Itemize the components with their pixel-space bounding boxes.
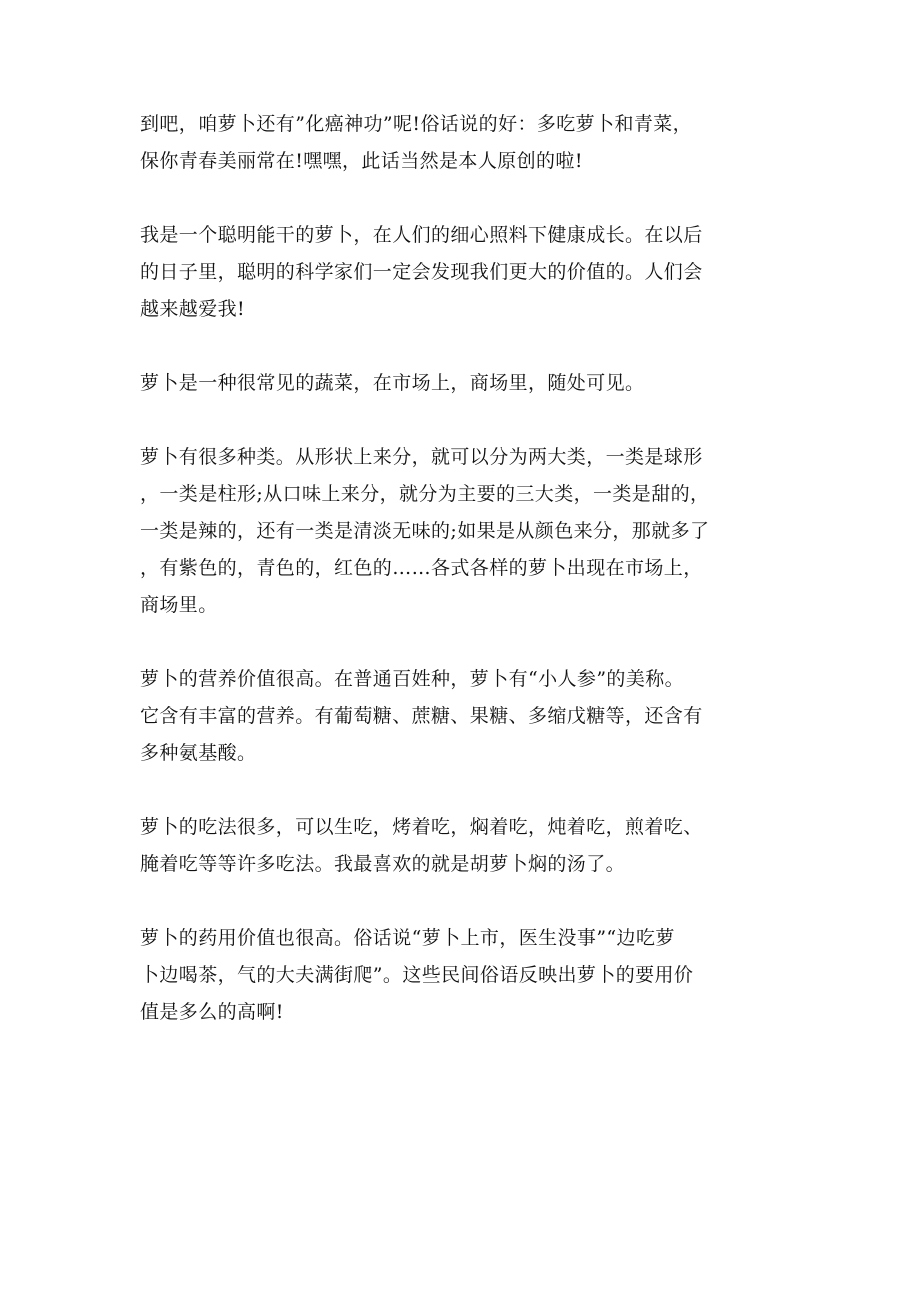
- text-line: 越来越爱我!: [140, 298, 246, 320]
- text-line: 卜边喝茶，气的大夫满街爬”。这些民间俗语反映出萝卜的要用价: [140, 964, 694, 986]
- paragraph: [140, 661, 780, 772]
- paragraph: [140, 920, 780, 1031]
- document-body: [140, 106, 780, 1068]
- paragraph: [140, 106, 780, 180]
- text-line: 一类是辣的，还有一类是清淡无味的;如果是从颜色来分，那就多了: [140, 520, 710, 542]
- paragraph: [140, 365, 780, 402]
- text-line: 商场里。: [140, 594, 218, 616]
- text-line: 多种氨基酸。: [140, 742, 257, 764]
- text-line: 我是一个聪明能干的萝卜，在人们的细心照料下健康成长。在以后: [140, 224, 703, 246]
- text-line: 腌着吃等等许多吃法。我最喜欢的就是胡萝卜焖的汤了。: [140, 853, 626, 875]
- text-line: 萝卜是一种很常见的蔬菜，在市场上，商场里，随处可见。: [140, 372, 645, 394]
- text-line: 的日子里，聪明的科学家们一定会发现我们更大的价值的。人们会: [140, 261, 703, 283]
- paragraph: [140, 217, 780, 328]
- paragraph: [140, 439, 780, 624]
- text-line: 萝卜有很多种类。从形状上来分，就可以分为两大类，一类是球形: [140, 446, 703, 468]
- text-line: 萝卜的营养价值很高。在普通百姓种，萝卜有“小人参”的美称。: [140, 668, 685, 690]
- text-line: 萝卜的吃法很多，可以生吃，烤着吃，焖着吃，炖着吃，煎着吃、: [140, 816, 703, 838]
- paragraph: [140, 809, 780, 883]
- text-line: 它含有丰富的营养。有葡萄糖、蔗糖、果糖、多缩戊糖等，还含有: [140, 705, 703, 727]
- text-line: 到吧，咱萝卜还有”化癌神功”呢!俗话说的好：多吃萝卜和青菜，: [140, 113, 693, 135]
- text-line: 值是多么的高啊!: [140, 1001, 284, 1023]
- text-line: 保你青春美丽常在!嘿嘿，此话当然是本人原创的啦!: [140, 150, 583, 172]
- text-line: ，有紫色的，青色的，红色的……各式各样的萝卜出现在市场上，: [140, 557, 703, 579]
- text-line: 萝卜的药用价值也很高。俗话说“萝卜上市，医生没事”“边吃萝: [140, 927, 675, 949]
- text-line: ，一类是柱形;从口味上来分，就分为主要的三大类，一类是甜的，: [140, 483, 710, 505]
